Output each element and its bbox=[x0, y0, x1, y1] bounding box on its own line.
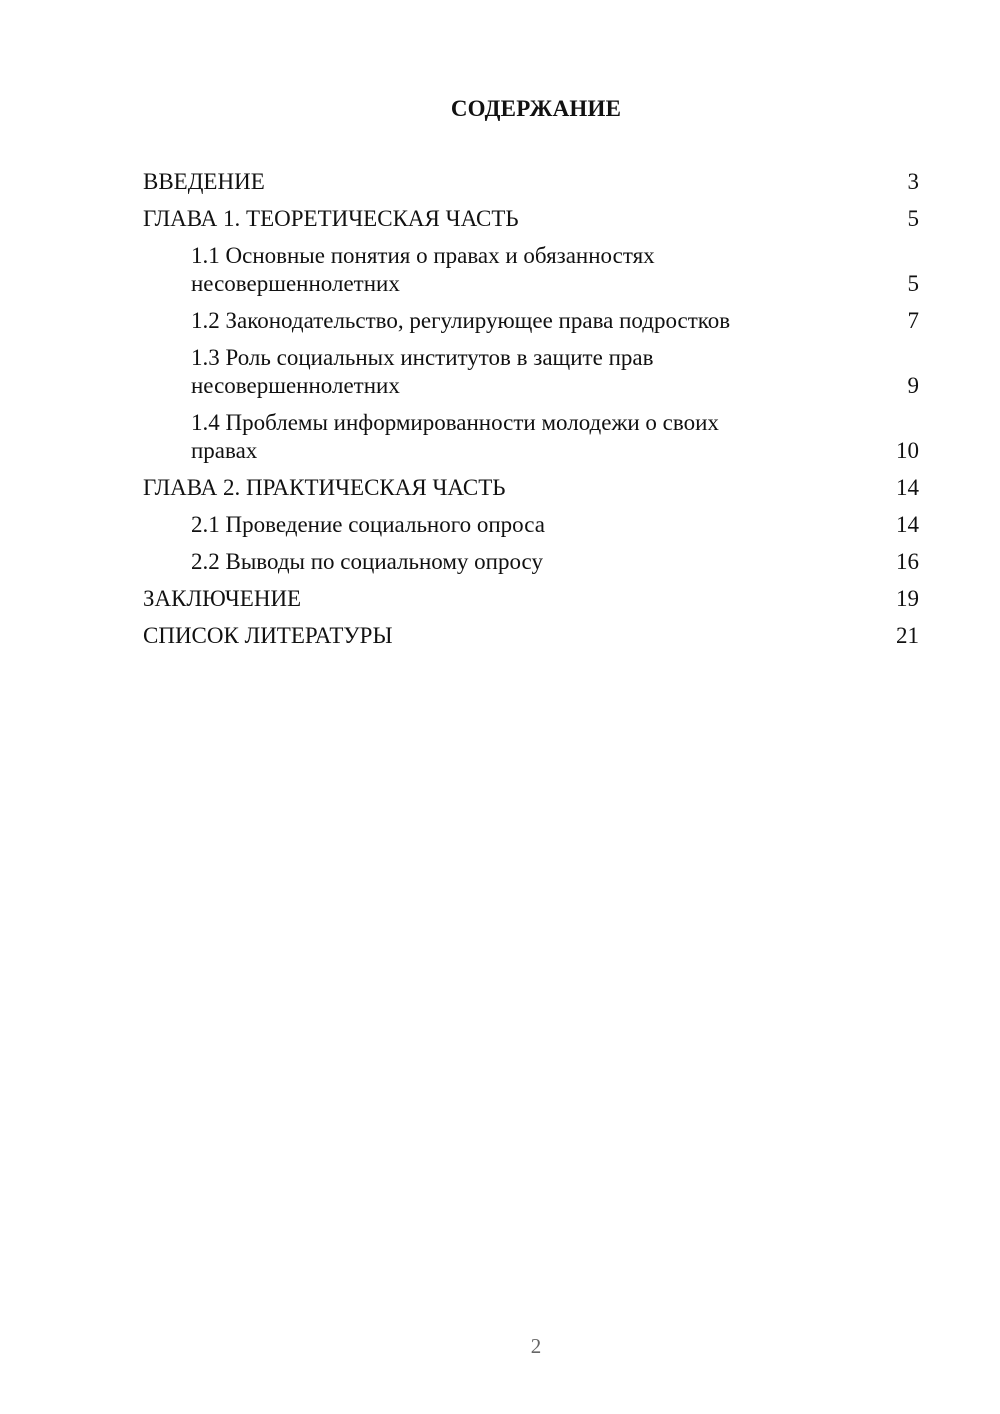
toc-entry-section-1-1 bbox=[191, 242, 919, 298]
toc-entry-text: 1.3 Роль социальных институтов в защите прав несовершеннолетних bbox=[191, 345, 654, 398]
toc-entry-page: 14 bbox=[896, 512, 919, 537]
toc-entry-text: ЗАКЛЮЧЕНИЕ bbox=[143, 586, 302, 611]
toc-entry-chapter-2 bbox=[143, 474, 919, 502]
toc-entry-section-1-4 bbox=[191, 409, 919, 465]
toc-entry-introduction bbox=[143, 168, 919, 196]
toc-entry-text: ВВЕДЕНИЕ bbox=[143, 169, 265, 194]
toc-entry-page: 5 bbox=[907, 271, 919, 296]
toc-entry-page: 10 bbox=[896, 438, 919, 463]
toc-entry-section-2-2 bbox=[191, 548, 919, 576]
toc-entry-section-1-2 bbox=[191, 307, 919, 335]
toc-entry-text: ГЛАВА 1. ТЕОРЕТИЧЕСКАЯ ЧАСТЬ bbox=[143, 206, 519, 231]
toc-entry-page: 3 bbox=[907, 169, 919, 194]
toc-entry-section-2-1 bbox=[191, 511, 919, 539]
toc-entry-chapter-1 bbox=[143, 205, 919, 233]
table-of-contents bbox=[143, 168, 919, 659]
toc-entry-references bbox=[143, 622, 919, 650]
toc-entry-text: 1.4 Проблемы информированности молодежи о своих правах bbox=[191, 410, 719, 463]
toc-entry-page: 19 bbox=[896, 586, 919, 611]
toc-entry-text: 2.1 Проведение социального опроса bbox=[191, 512, 545, 537]
toc-entry-page: 14 bbox=[896, 475, 919, 500]
toc-entry-page: 9 bbox=[907, 373, 919, 398]
toc-entry-conclusion bbox=[143, 585, 919, 613]
toc-entry-page: 16 bbox=[896, 549, 919, 574]
toc-entry-text: 2.2 Выводы по социальному опросу bbox=[191, 549, 543, 574]
toc-entry-page: 21 bbox=[896, 623, 919, 648]
toc-entry-text: ГЛАВА 2. ПРАКТИЧЕСКАЯ ЧАСТЬ bbox=[143, 475, 506, 500]
page-number: 2 bbox=[530, 1334, 542, 1358]
toc-entry-page: 7 bbox=[907, 308, 919, 333]
toc-title: СОДЕРЖАНИЕ bbox=[450, 96, 622, 121]
toc-entry-page: 5 bbox=[907, 206, 919, 231]
toc-entry-text: 1.2 Законодательство, регулирующее права подростков bbox=[191, 308, 731, 333]
toc-entry-section-1-3 bbox=[191, 344, 919, 400]
toc-entry-text: 1.1 Основные понятия о правах и обязанностях несовершеннолетних bbox=[191, 243, 655, 296]
toc-entry-text: СПИСОК ЛИТЕРАТУРЫ bbox=[143, 623, 393, 648]
